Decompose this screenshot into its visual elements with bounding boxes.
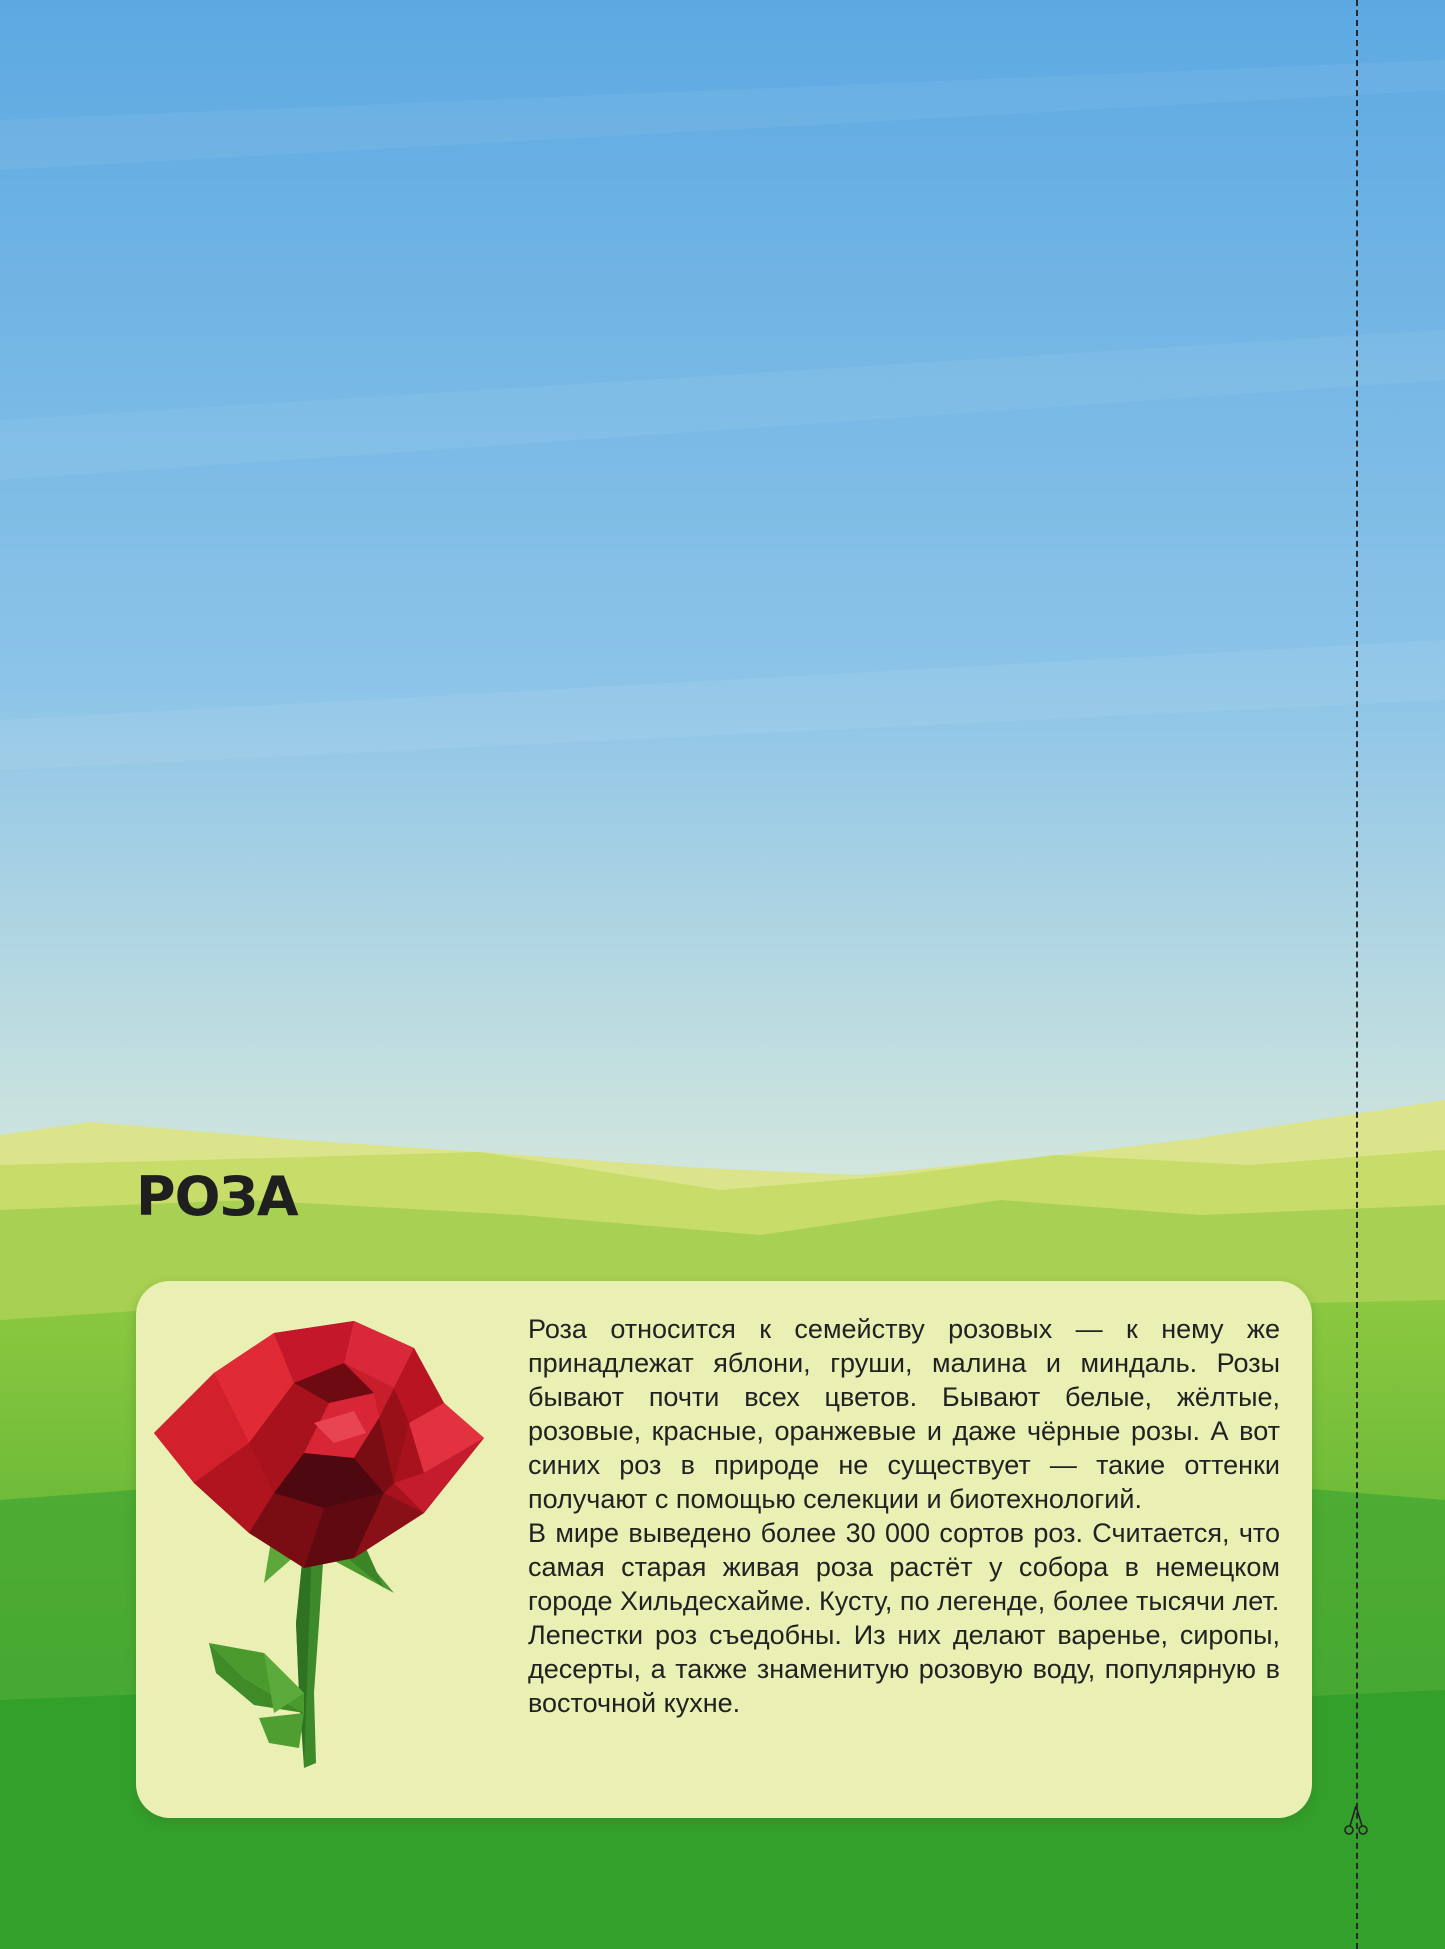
info-card [136,1281,1312,1818]
scissors-icon [1339,1804,1373,1838]
cut-line [1356,0,1358,1949]
paragraph-1: Роза относится к семейству розовых — к нему же принадлежат яблони, груши, малина и миндаль. Розы бывают почти всех цветов. Бывают белые, жёлтые, розовые, красные, оранжевые и даже чёрные розы. А вот синих роз в природе не существует — такие оттенки получают с помощью селекции и биотехнологий. [528,1314,1280,1514]
paragraph-2: В мире выведено более 30 000 сортов роз. Считается, что самая старая живая роза растёт у собора в немецком городе Хильдесхайме. Кусту, по легенде, более тысячи лет. [528,1518,1280,1616]
description-text [528,1312,1280,1720]
paragraph-3: Лепестки роз съедобны. Из них делают варенье, сиропы, десерты, а также знаменитую розовую воду, популярную в восточной кухне. [528,1620,1280,1718]
rose-illustration [154,1293,514,1793]
page-title: РОЗА [136,1165,298,1228]
